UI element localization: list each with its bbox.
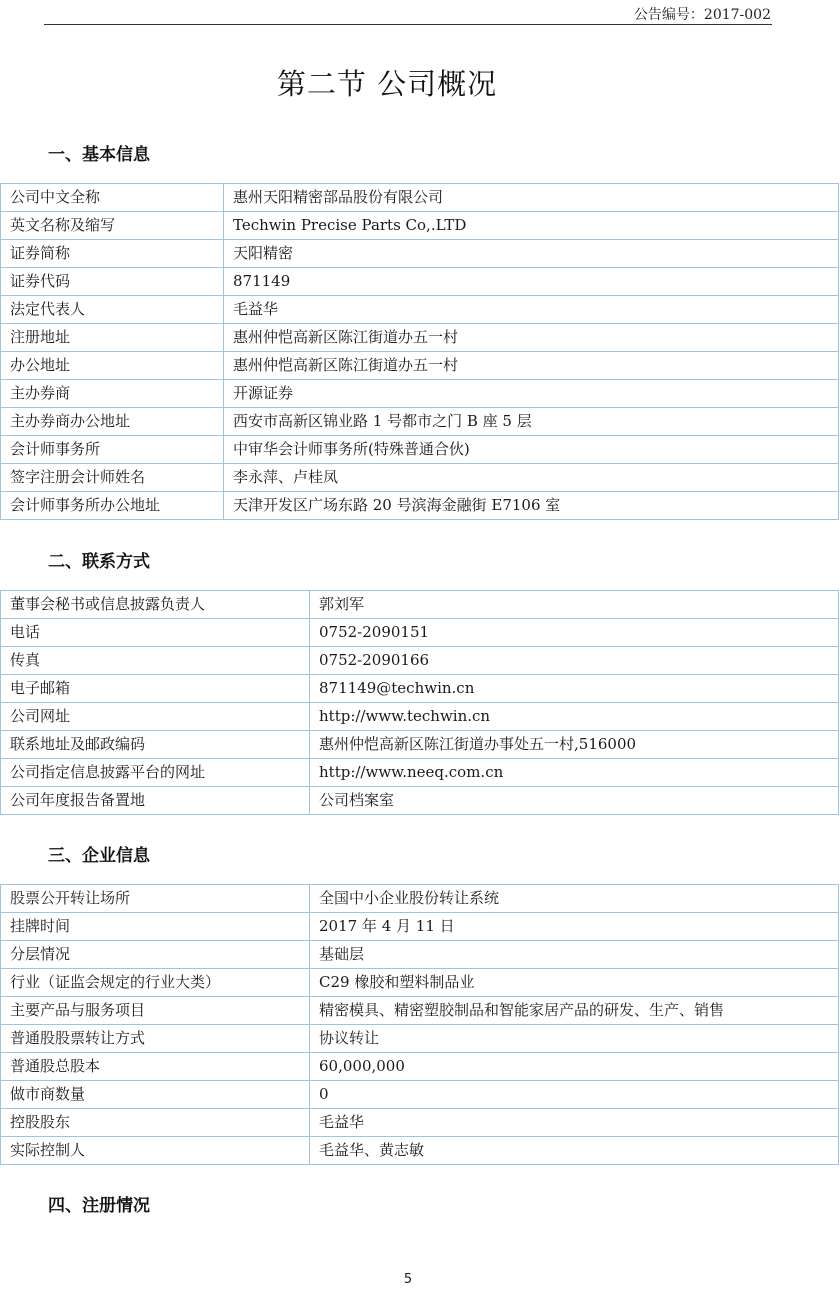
table-row [1, 759, 839, 787]
field-label: 证券简称 [1, 240, 224, 268]
table-row [1, 647, 839, 675]
field-value: 871149@techwin.cn [310, 675, 839, 703]
field-value: Techwin Precise Parts Co,.LTD [224, 212, 839, 240]
table-row [1, 212, 839, 240]
field-label: 普通股股票转让方式 [1, 1025, 310, 1053]
field-label: 注册地址 [1, 324, 224, 352]
field-label: 公司网址 [1, 703, 310, 731]
field-label: 做市商数量 [1, 1081, 310, 1109]
table-row [1, 352, 839, 380]
field-value: 871149 [224, 268, 839, 296]
table-row [1, 240, 839, 268]
field-value: 天津开发区广场东路 20 号滨海金融街 E7106 室 [224, 492, 839, 520]
table-row [1, 731, 839, 759]
chapter-title: 第二节 公司概况 [276, 67, 498, 101]
table-row [1, 787, 839, 815]
field-value: 惠州仲恺高新区陈江街道办事处五一村,516000 [310, 731, 839, 759]
field-value: 60,000,000 [310, 1053, 839, 1081]
field-value: 李永萍、卢桂凤 [224, 464, 839, 492]
table-row [1, 492, 839, 520]
field-label: 普通股总股本 [1, 1053, 310, 1081]
announcement-number: 公告编号：2017-002 [633, 7, 771, 23]
field-label: 股票公开转让场所 [1, 885, 310, 913]
table-row [1, 969, 839, 997]
field-label: 英文名称及缩写 [1, 212, 224, 240]
section-heading-registration: 四、注册情况 [48, 1196, 150, 1216]
table-row [1, 703, 839, 731]
field-value: http://www.techwin.cn [310, 703, 839, 731]
enterprise-info-table [0, 884, 839, 1165]
field-value: 中审华会计师事务所(特殊普通合伙) [224, 436, 839, 464]
contact-table [0, 590, 839, 815]
table-row [1, 408, 839, 436]
field-label: 传真 [1, 647, 310, 675]
field-value: 惠州仲恺高新区陈江街道办五一村 [224, 352, 839, 380]
field-value: 0752-2090151 [310, 619, 839, 647]
field-value: 全国中小企业股份转让系统 [310, 885, 839, 913]
table-row [1, 380, 839, 408]
table-row [1, 1025, 839, 1053]
field-label: 实际控制人 [1, 1137, 310, 1165]
table-row [1, 464, 839, 492]
table-row [1, 591, 839, 619]
table-row [1, 941, 839, 969]
section-heading-enterprise-info: 三、企业信息 [48, 846, 150, 866]
table-row [1, 675, 839, 703]
field-value: 惠州天阳精密部品股份有限公司 [224, 184, 839, 212]
field-label: 控股股东 [1, 1109, 310, 1137]
field-label: 董事会秘书或信息披露负责人 [1, 591, 310, 619]
table-row [1, 296, 839, 324]
field-value: 毛益华 [224, 296, 839, 324]
field-label: 证券代码 [1, 268, 224, 296]
field-label: 挂牌时间 [1, 913, 310, 941]
table-row [1, 1137, 839, 1165]
page-number: 5 [403, 1272, 413, 1287]
field-value: 协议转让 [310, 1025, 839, 1053]
field-label: 主办券商办公地址 [1, 408, 224, 436]
table-row [1, 436, 839, 464]
table-row [1, 324, 839, 352]
field-label: 会计师事务所办公地址 [1, 492, 224, 520]
field-value: C29 橡胶和塑料制品业 [310, 969, 839, 997]
section-heading-basic-info: 一、基本信息 [48, 145, 150, 165]
field-label: 联系地址及邮政编码 [1, 731, 310, 759]
table-row [1, 1081, 839, 1109]
field-label: 公司中文全称 [1, 184, 224, 212]
table-row [1, 997, 839, 1025]
table-row [1, 1053, 839, 1081]
field-value: 毛益华、黄志敏 [310, 1137, 839, 1165]
field-value: 开源证券 [224, 380, 839, 408]
field-value: 惠州仲恺高新区陈江街道办五一村 [224, 324, 839, 352]
field-value: 郭刘军 [310, 591, 839, 619]
field-label: 分层情况 [1, 941, 310, 969]
field-value: 0 [310, 1081, 839, 1109]
field-label: 法定代表人 [1, 296, 224, 324]
field-label: 主办券商 [1, 380, 224, 408]
basic-info-table [0, 183, 839, 520]
table-row [1, 184, 839, 212]
field-value: 0752-2090166 [310, 647, 839, 675]
field-label: 公司指定信息披露平台的网址 [1, 759, 310, 787]
header-divider [44, 24, 772, 25]
field-label: 会计师事务所 [1, 436, 224, 464]
table-row [1, 1109, 839, 1137]
table-row [1, 619, 839, 647]
section-heading-contact: 二、联系方式 [48, 552, 150, 572]
field-value: 公司档案室 [310, 787, 839, 815]
field-label: 主要产品与服务项目 [1, 997, 310, 1025]
field-value: 精密模具、精密塑胶制品和智能家居产品的研发、生产、销售 [310, 997, 839, 1025]
table-row [1, 268, 839, 296]
field-label: 办公地址 [1, 352, 224, 380]
field-label: 电子邮箱 [1, 675, 310, 703]
table-row [1, 885, 839, 913]
field-value: 基础层 [310, 941, 839, 969]
field-label: 电话 [1, 619, 310, 647]
field-value: 毛益华 [310, 1109, 839, 1137]
field-value: 2017 年 4 月 11 日 [310, 913, 839, 941]
field-value: http://www.neeq.com.cn [310, 759, 839, 787]
field-label: 行业（证监会规定的行业大类） [1, 969, 310, 997]
table-row [1, 913, 839, 941]
field-label: 签字注册会计师姓名 [1, 464, 224, 492]
field-label: 公司年度报告备置地 [1, 787, 310, 815]
field-value: 天阳精密 [224, 240, 839, 268]
field-value: 西安市高新区锦业路 1 号都市之门 B 座 5 层 [224, 408, 839, 436]
